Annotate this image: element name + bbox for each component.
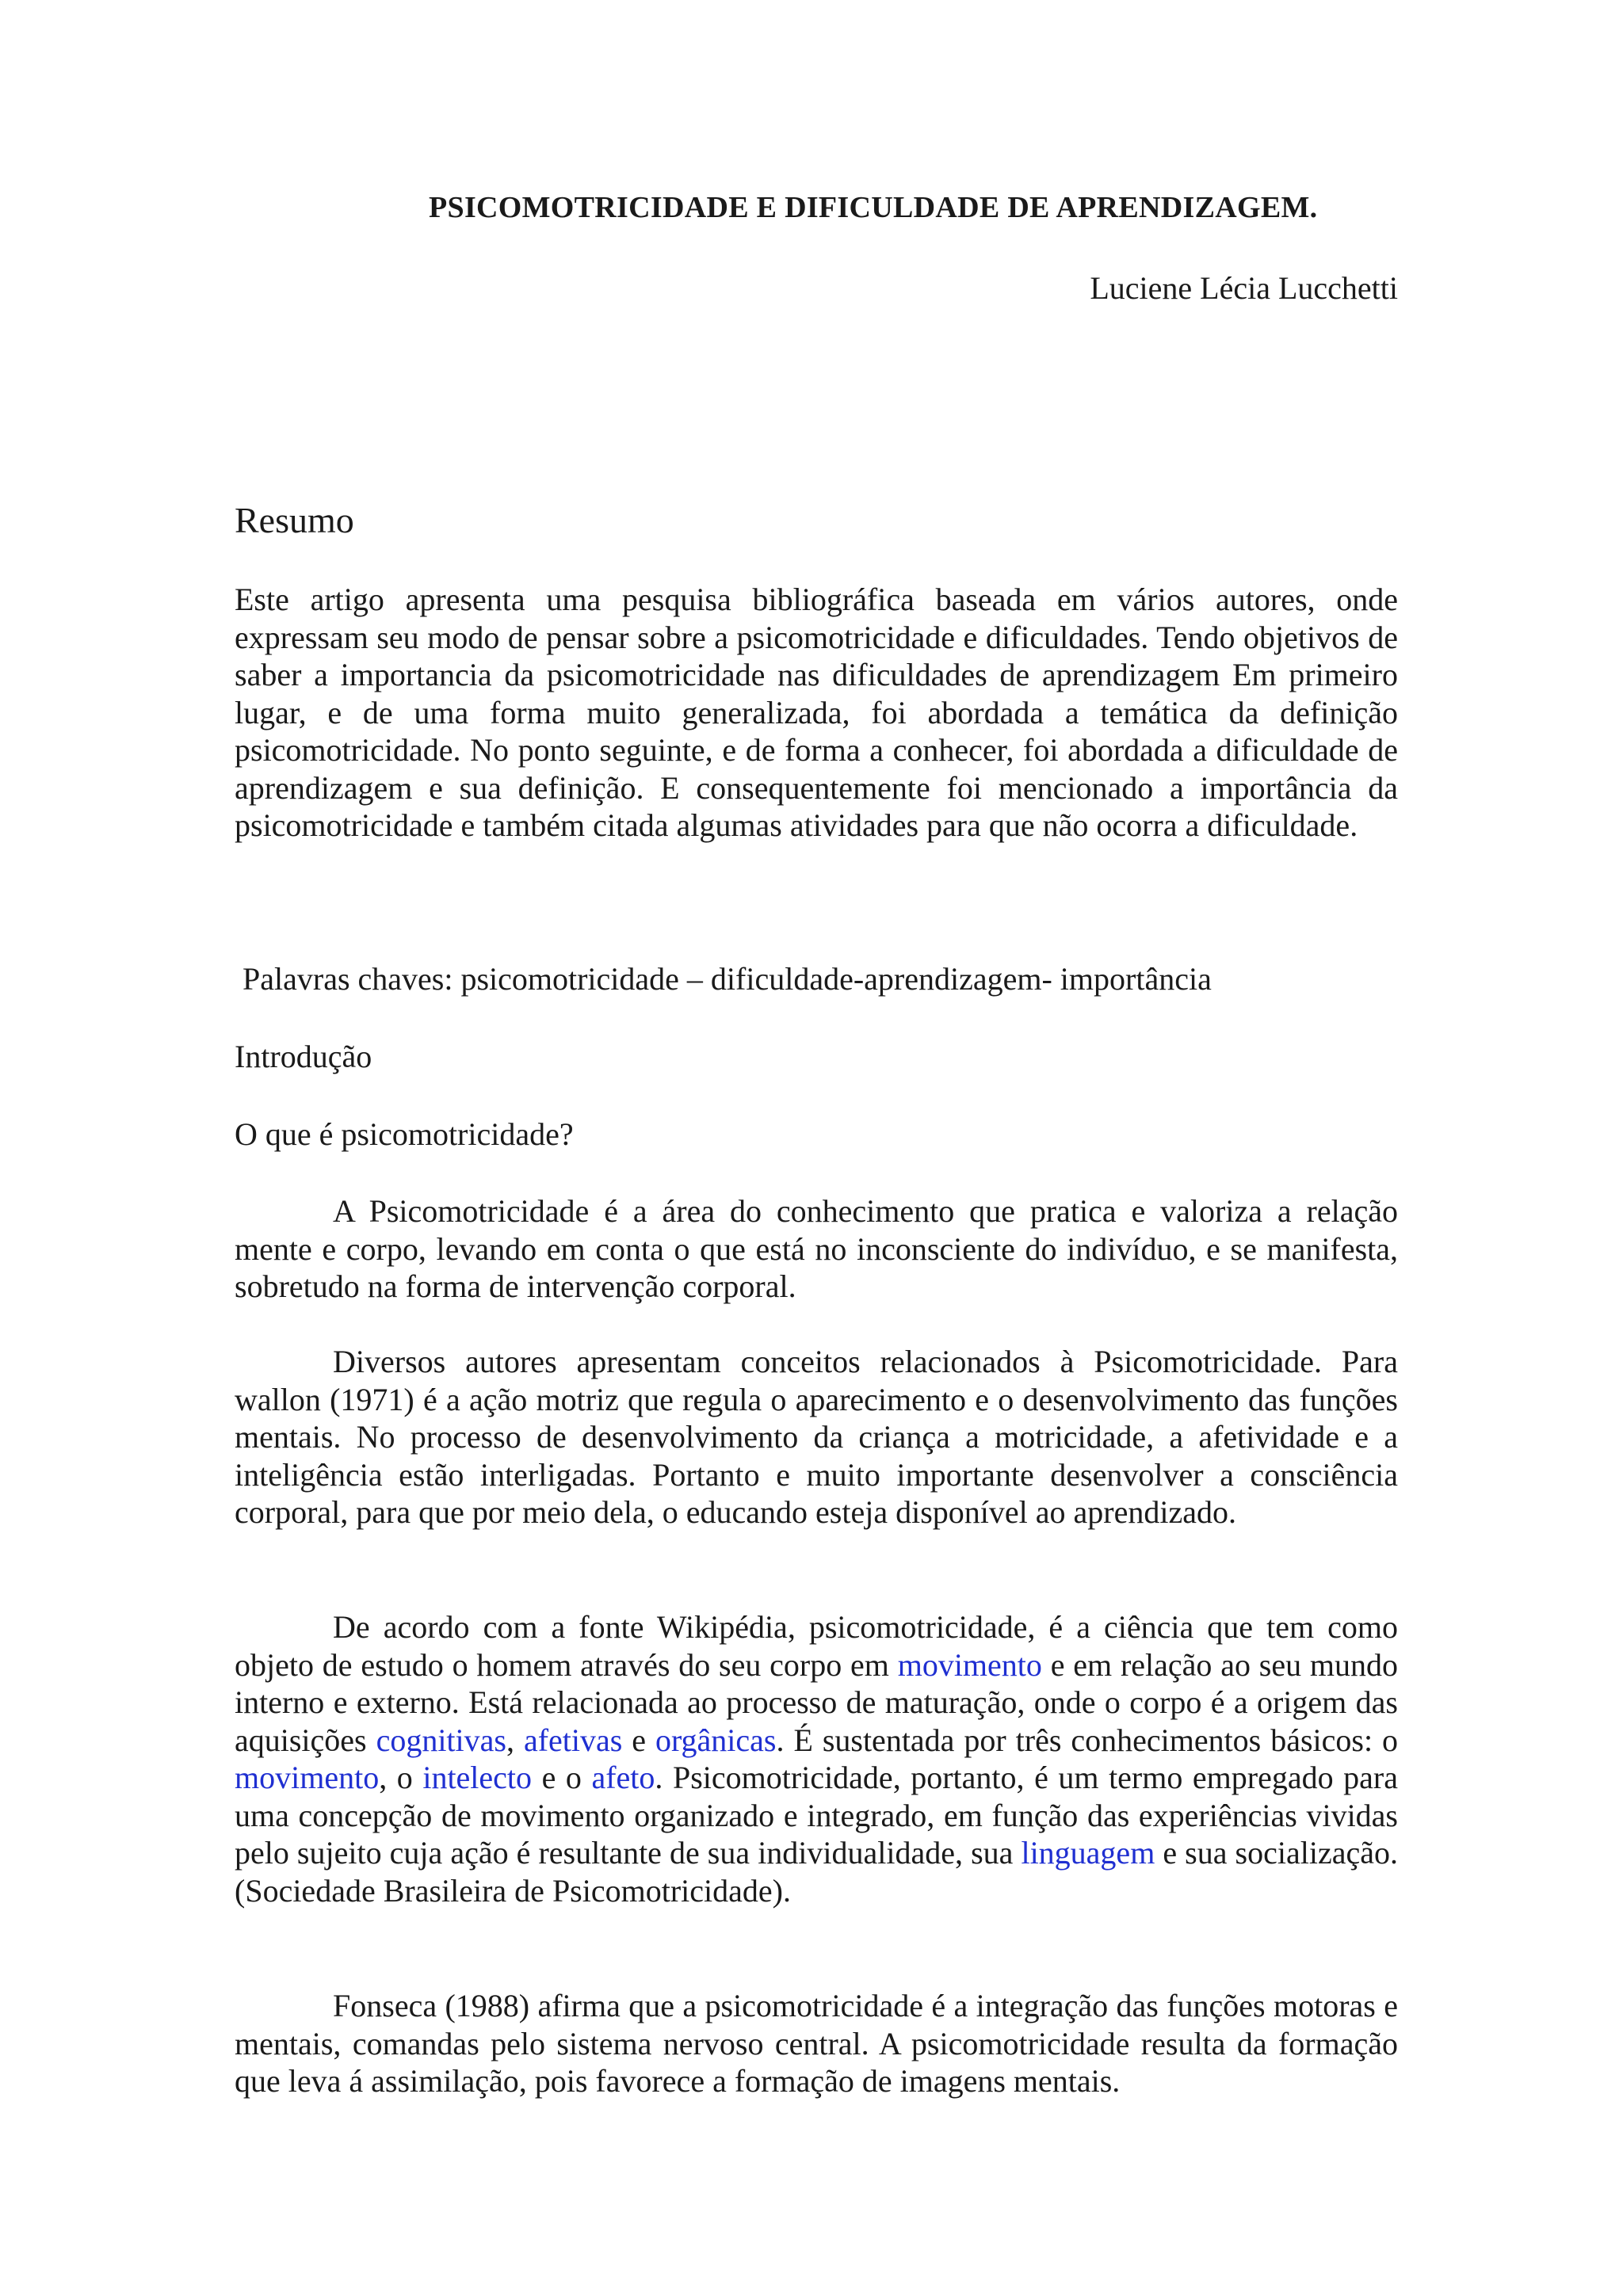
link-organicas[interactable]: orgânicas xyxy=(655,1722,777,1758)
paragraph-fonseca: Fonseca (1988) afirma que a psicomotricidade é a integração das funções motoras e mentais, comandas pelo sistema nervoso central. A psicomotricidade resulta da formação que leva á assimilação, pois favorece a formação de imagens mentais. xyxy=(235,1988,1398,2099)
link-intelecto[interactable]: intelecto xyxy=(422,1760,533,1795)
author-name: Luciene Lécia Lucchetti xyxy=(1090,270,1398,306)
abstract-text: Este artigo apresenta uma pesquisa bibliográfica baseada em vários autores, onde expressam seu modo de pensar sobre a psicomotricidade e dificuldades. Tendo objetivos de saber a importancia da psicomotricidade nas dificuldades de aprendizagem Em primeiro lugar, e de uma forma muito generalizada, foi abordada a temática da definição psicomotricidade. No ponto seguinte, e de forma a conhecer, foi abordada a dificuldade de aprendizagem e sua definição. E consequentemente foi mencionado a importância da psicomotricidade e também citada algumas atividades para que não ocorra a dificuldade. xyxy=(235,582,1398,843)
paragraph-wikipedia xyxy=(235,1608,1398,1909)
paragraph-text: . É sustentada por três conhecimentos básicos: o xyxy=(776,1722,1399,1758)
link-afetivas[interactable]: afetivas xyxy=(523,1722,623,1758)
link-movimento[interactable]: movimento xyxy=(897,1646,1042,1683)
abstract-heading: Resumo xyxy=(235,500,354,540)
paragraph-text: e xyxy=(622,1722,655,1758)
paragraph-text: , xyxy=(506,1722,524,1758)
paragraph-text: , o xyxy=(379,1760,423,1795)
link-afeto[interactable]: afeto xyxy=(591,1760,655,1795)
question-heading: O que é psicomotricidade? xyxy=(235,1116,574,1152)
paragraph-text: e o xyxy=(532,1760,592,1795)
intro-heading: Introdução xyxy=(235,1039,372,1074)
keywords-line: Palavras chaves: psicomotricidade – dificuldade-aprendizagem- importância xyxy=(242,961,1212,997)
paragraph-text: De acordo com a fonte Wikipédia, psicomotricidade, é a ciência que tem como objeto de estudo o homem através do seu corpo em xyxy=(235,1609,1398,1683)
paragraph-definition: A Psicomotricidade é a área do conhecimento que pratica e valoriza a relação mente e corpo, levando em conta o que está no inconsciente do indivíduo, e se manifesta, sobretudo na forma de intervenção corporal. xyxy=(235,1193,1398,1304)
link-cognitivas[interactable]: cognitivas xyxy=(376,1722,506,1758)
paragraph-text: e sua socialização. (Sociedade Brasileira de Psicomotricidade). xyxy=(235,1835,1398,1909)
paragraph-wallon: Diversos autores apresentam conceitos relacionados à Psicomotricidade. Para wallon (1971) é a ação motriz que regula o aparecimento e o desenvolvimento das funções mentais. No processo de desenvolvimento da criança a motricidade, a afetividade e a inteligência estão interligadas. Portanto e muito importante desenvolver a consciência corporal, para que por meio dela, o educando esteja disponível ao aprendizado. xyxy=(235,1344,1398,1530)
paragraph-text: e em relação ao seu mundo interno e externo. Está relacionada ao processo de maturação, onde o corpo é a origem das aquisições xyxy=(235,1646,1398,1758)
link-movimento-2[interactable]: movimento xyxy=(235,1760,380,1795)
link-linguagem[interactable]: linguagem xyxy=(1021,1835,1155,1871)
paragraph-text: . Psicomotricidade, portanto, é um termo empregado para uma concepção de movimento organizado e integrado, em função das experiências vividas pelo sujeito cuja ação é resultante de sua individualidade, sua xyxy=(235,1760,1398,1871)
document-title: PSICOMOTRICIDADE E DIFICULDADE DE APRENDIZAGEM. xyxy=(429,191,1318,224)
